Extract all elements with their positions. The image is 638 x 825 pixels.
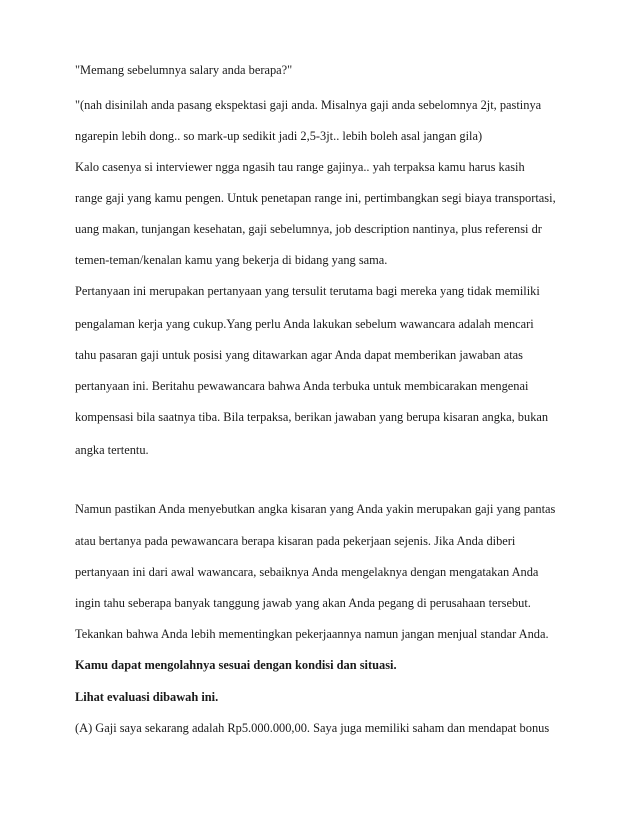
text-line: pertanyaan ini dari awal wawancara, sebaiknya Anda mengelaknya dengan mengatakan Anda [75, 565, 539, 579]
text-line: tahu pasaran gaji untuk posisi yang ditawarkan agar Anda dapat memberikan jawaban atas [75, 348, 523, 362]
text-line: ngarepin lebih dong.. so mark-up sedikit jadi 2,5-3jt.. lebih boleh asal jangan gila) [75, 129, 483, 143]
text-line: range gaji yang kamu pengen. Untuk penetapan range ini, pertimbangkan segi biaya transportasi, [75, 191, 556, 205]
text-line: temen-teman/kenalan kamu yang bekerja di bidang yang sama. [75, 253, 388, 267]
text-line: Pertanyaan ini merupakan pertanyaan yang tersulit terutama bagi mereka yang tidak memiliki [75, 284, 540, 298]
text-line: pengalaman kerja yang cukup.Yang perlu Anda lakukan sebelum wawancara adalah mencari [75, 317, 534, 331]
bold-text-line: Lihat evaluasi dibawah ini. [75, 690, 219, 704]
text-line: "(nah disinilah anda pasang ekspektasi gaji anda. Misalnya gaji anda sebelomnya 2jt, pastinya [75, 98, 542, 112]
text-line: pertanyaan ini. Beritahu pewawancara bahwa Anda terbuka untuk membicarakan mengenai [75, 379, 529, 393]
text-line: atau bertanya pada pewawancara berapa kisaran pada pekerjaan sejenis. Jika Anda diberi [75, 534, 516, 548]
text-line: Namun pastikan Anda menyebutkan angka kisaran yang Anda yakin merupakan gaji yang pantas [75, 502, 556, 516]
text-line: angka tertentu. [75, 443, 149, 457]
text-line: Kalo casenya si interviewer ngga ngasih tau range gajinya.. yah terpaksa kamu harus kasih [75, 160, 525, 174]
text-line: kompensasi bila saatnya tiba. Bila terpaksa, berikan jawaban yang berupa kisaran angka, bukan [75, 410, 549, 424]
text-line: (A) Gaji saya sekarang adalah Rp5.000.000,00. Saya juga memiliki saham dan mendapat bonus [75, 721, 550, 735]
text-line: ingin tahu seberapa banyak tanggung jawab yang akan Anda pegang di perusahaan tersebut. [75, 596, 531, 610]
bold-text-line: Kamu dapat mengolahnya sesuai dengan kondisi dan situasi. [75, 658, 397, 672]
text-line: Tekankan bahwa Anda lebih mementingkan pekerjaannya namun jangan menjual standar Anda. [75, 627, 549, 641]
text-line: "Memang sebelumnya salary anda berapa?" [75, 63, 293, 77]
text-line: uang makan, tunjangan kesehatan, gaji sebelumnya, job description nantinya, plus referensi dr [75, 222, 542, 236]
